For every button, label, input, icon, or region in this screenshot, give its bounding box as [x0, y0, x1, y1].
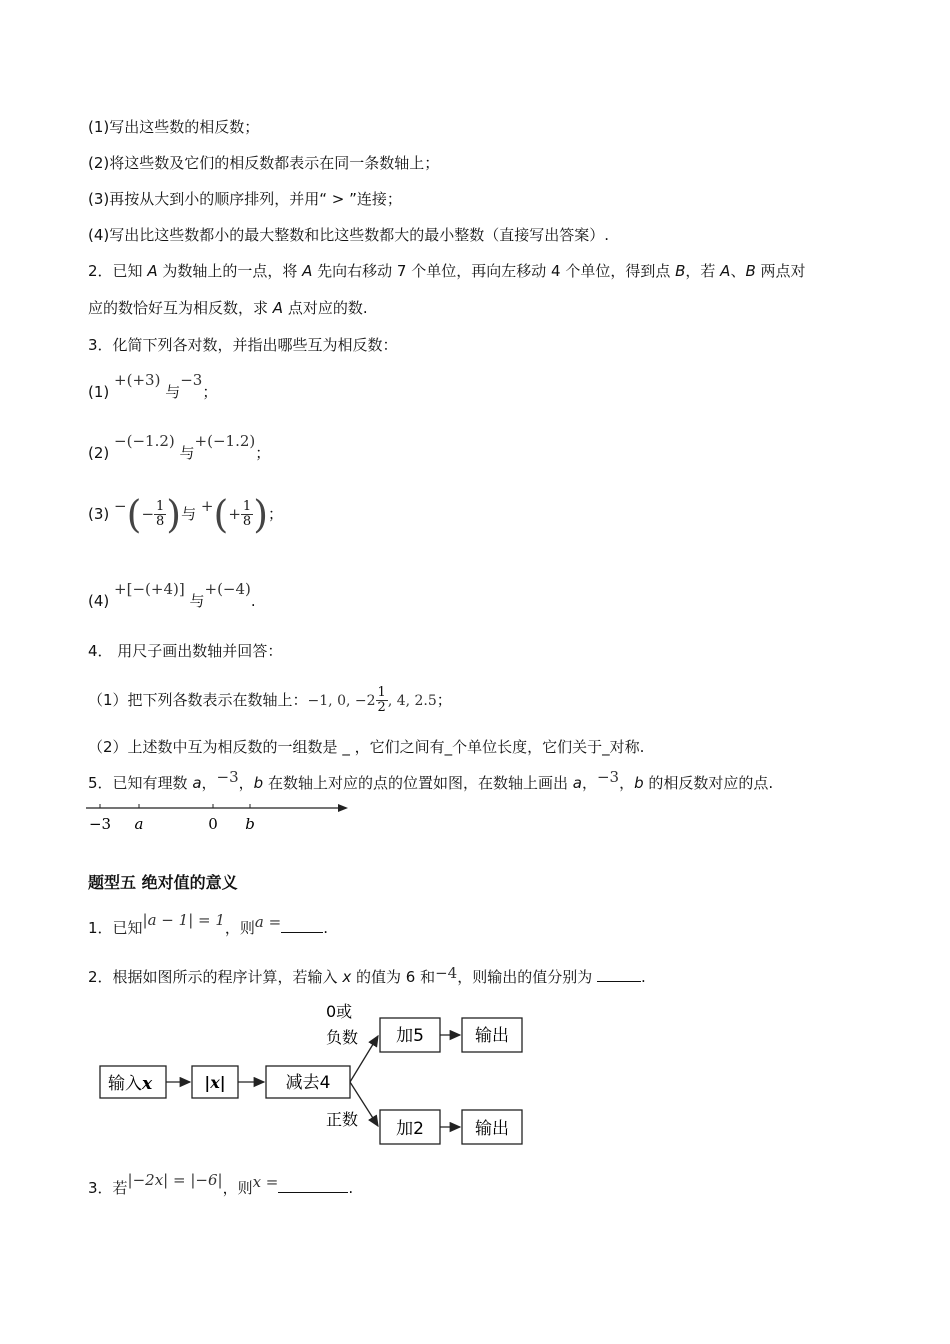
s5-q3: 3．若|−2x| = |−6|，则x = .	[88, 1171, 354, 1197]
q3-item-4: (4) +[−(+4)] 与+(−4).	[88, 580, 256, 610]
answer-blank[interactable]	[281, 918, 323, 933]
program-flowchart	[96, 996, 536, 1152]
q4-title: 4． 用尺子画出数轴并回答：	[88, 642, 283, 660]
add5-label: 加5	[396, 1026, 424, 1046]
q5-number-line	[84, 798, 364, 834]
subtract-label: 减去4	[285, 1073, 331, 1093]
q2-line-2: 应的数恰好互为相反数，求 A 点对应的数.	[88, 299, 368, 317]
label-minus3: −3	[88, 815, 112, 833]
label-a: a	[134, 815, 144, 833]
q1-item-1: (1)写出这些数的相反数；	[88, 118, 260, 136]
axis-arrow-icon	[338, 804, 348, 812]
abs-label: |x|	[204, 1073, 226, 1092]
output-label-2: 输出	[475, 1119, 509, 1139]
q5-text: 5．已知有理数 a，−3，b 在数轴上对应的点的位置如图，在数轴上画出 a，−3，b 的相反数对应的点.	[88, 768, 774, 792]
answer-blank[interactable]	[597, 967, 641, 982]
q1-item-2: (2)将这些数及它们的相反数都表示在同一条数轴上；	[88, 154, 440, 172]
label-b: b	[245, 815, 255, 833]
q2-line-1: 2．已知 A 为数轴上的一点，将 A 先向右移动 7 个单位，再向左移动 4 个单位，得到点 B，若 A、B 两点对	[88, 262, 806, 280]
s5-q2: 2．根据如图所示的程序计算，若输入 x 的值为 6 和−4，则输出的值分别为 .	[88, 964, 646, 986]
q1-item-4: (4)写出比这些数都小的最大整数和比这些数都大的最小整数（直接写出答案）.	[88, 226, 610, 244]
section-title: 题型五 绝对值的意义	[88, 873, 238, 892]
add2-label: 加2	[396, 1119, 424, 1139]
q1-item-3: (3)再按从大到小的顺序排列，并用“ > ”连接；	[88, 190, 402, 208]
cond-top-line2: 负数	[326, 1028, 359, 1047]
q4-sub-1: （1）把下列各数表示在数轴上：−1, 0, −2 $\frac{1}{2}$ , 4, 2.5；	[88, 685, 452, 715]
cond-top-line1: 0或	[326, 1002, 353, 1021]
q4-sub-2: （2）上述数中互为相反数的一组数是 _ ，它们之间有_个单位长度，它们关于_对称.	[88, 738, 645, 756]
q3-item-2: (2) −(−1.2) 与+(−1.2)；	[88, 432, 271, 462]
input-label: 输入x	[108, 1074, 153, 1094]
q3-item-1: (1) +(+3) 与−3；	[88, 371, 218, 401]
cond-bottom: 正数	[326, 1110, 359, 1129]
label-0: 0	[208, 815, 218, 833]
answer-blank[interactable]	[278, 1178, 348, 1193]
q3-title: 3．化简下列各对数，并指出哪些互为相反数：	[88, 336, 398, 354]
q3-item-3: (3) −(− $\frac{1}{8}$ )与 +(+ $\frac{1}{8}$ )；	[88, 492, 284, 537]
s5-q1: 1．已知|a − 1| = 1，则a = .	[88, 911, 328, 937]
output-label-1: 输出	[475, 1026, 509, 1046]
